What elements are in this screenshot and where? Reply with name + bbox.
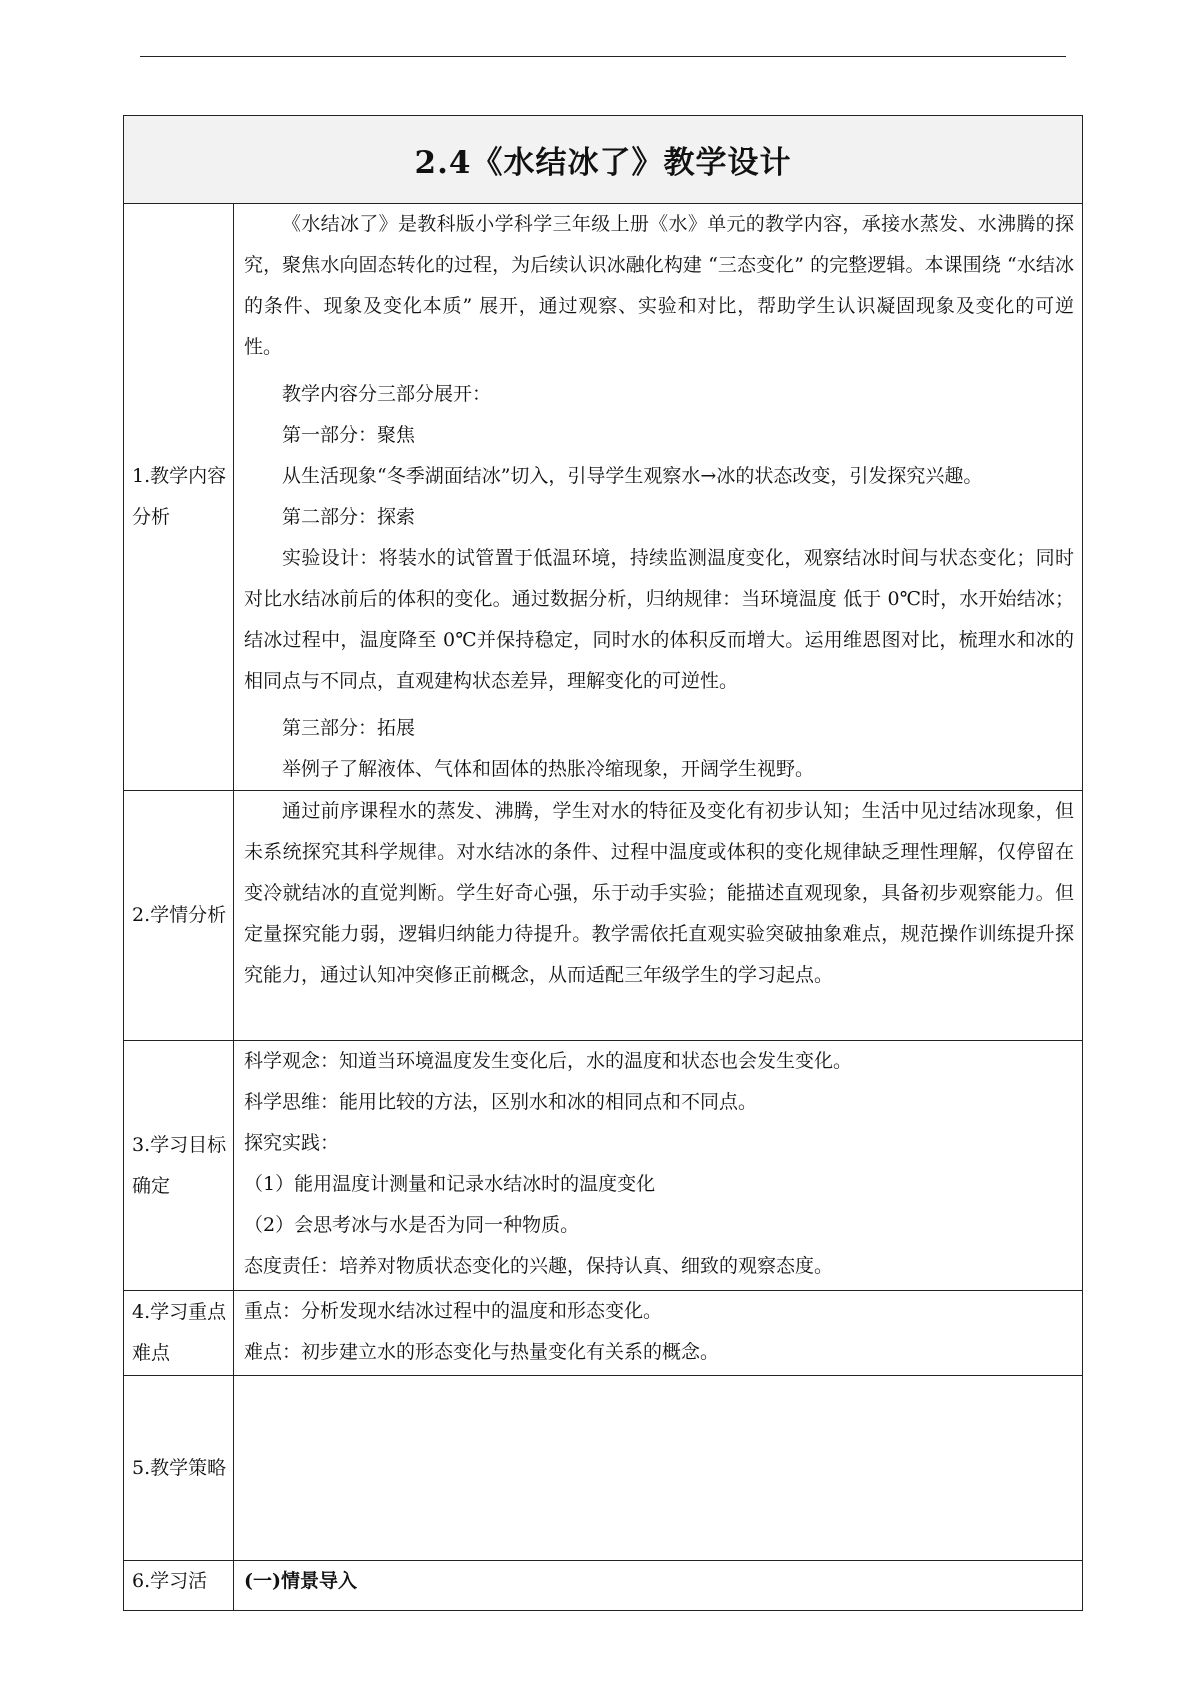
content-analysis-part2-title: 第二部分：探索 [282, 506, 416, 528]
section-learner-analysis [234, 791, 1083, 1041]
key-point-text: 重点：分析发现水结冰过程中的温度和形态变化。 [244, 1300, 663, 1322]
section-row-strategy [124, 1376, 1083, 1561]
objective-line: 科学思维：能用比较的方法，区别水和冰的相同点和不同点。 [244, 1091, 758, 1113]
objective-line: 科学观念：知道当环境温度发生变化后，水的温度和状态也会发生变化。 [244, 1050, 853, 1072]
section-row-learner-analysis [124, 791, 1083, 1041]
content-analysis-part3-text: 举例子了解液体、气体和固体的热胀冷缩现象，开阔学生视野。 [282, 758, 815, 780]
objective-line: 态度责任：培养对物质状态变化的兴趣，保持认真、细致的观察态度。 [244, 1255, 834, 1277]
section-label-content-analysis: 1.教学内容分析 [124, 204, 234, 791]
section-objectives [234, 1041, 1083, 1291]
section-label-objectives: 3.学习目标确定 [124, 1041, 234, 1291]
section-label-activities: 6.学习活 [124, 1561, 234, 1611]
header-rule [140, 56, 1066, 57]
document-title: 2.4《水结冰了》教学设计 [124, 116, 1083, 204]
section-strategy [234, 1376, 1083, 1561]
objective-line: 探究实践： [244, 1132, 340, 1154]
content-analysis-part2-text: 实验设计：将装水的试管置于低温环境，持续监测温度变化，观察结冰时间与状态变化；同时对比水结冰前后的体积的变化。通过数据分析，归纳规律：当环境温度 低于 0℃时，水开始结冰；结冰过程中，温度降至 0℃并保持稳定，同时水的体积反而增大。运用维恩图对比，梳理水和冰的相同点与不同点，直观建构状态差异，理解变化的可逆性。 [244, 547, 1074, 692]
section-key-points [234, 1291, 1083, 1376]
section-content-analysis [234, 204, 1083, 791]
section-label-learner-analysis: 2.学情分析 [124, 791, 234, 1041]
objective-line: （1）能用温度计测量和记录水结冰时的温度变化 [244, 1173, 656, 1195]
content-analysis-parts-intro: 教学内容分三部分展开： [282, 383, 492, 405]
content-analysis-intro: 《水结冰了》是教科版小学科学三年级上册《水》单元的教学内容，承接水蒸发、水沸腾的探究，聚焦水向固态转化的过程，为后续认识冰融化构建 “三态变化” 的完整逻辑。本课围绕 “水结冰的条件、现象及变化本质” 展开，通过观察、实验和对比，帮助学生认识凝固现象及变化的可逆性。 [244, 213, 1074, 358]
difficulty-text: 难点：初步建立水的形态变化与热量变化有关系的概念。 [244, 1341, 720, 1363]
section-label-strategy: 5.教学策略 [124, 1376, 234, 1561]
section-label-key-points: 4.学习重点难点 [124, 1291, 234, 1376]
lesson-design-table [123, 115, 1083, 1611]
title-row [124, 116, 1083, 204]
section-row-content-analysis [124, 204, 1083, 791]
objective-line: （2）会思考冰与水是否为同一种物质。 [244, 1214, 580, 1236]
section-row-objectives [124, 1041, 1083, 1291]
content-analysis-part3-title: 第三部分：拓展 [282, 717, 416, 739]
section-row-key-points [124, 1291, 1083, 1376]
section-row-activities [124, 1561, 1083, 1611]
activity-heading: (一)情景导入 [234, 1561, 1083, 1611]
learner-analysis-text: 通过前序课程水的蒸发、沸腾，学生对水的特征及变化有初步认知；生活中见过结冰现象，但未系统探究其科学规律。对水结冰的条件、过程中温度或体积的变化规律缺乏理性理解，仅停留在变冷就结冰的直觉判断。学生好奇心强，乐于动手实验；能描述直观现象，具备初步观察能力。但定量探究能力弱，逻辑归纳能力待提升。教学需依托直观实验突破抽象难点，规范操作训练提升探究能力，通过认知冲突修正前概念，从而适配三年级学生的学习起点。 [244, 800, 1074, 986]
content-analysis-part1-title: 第一部分：聚焦 [282, 424, 416, 446]
content-analysis-part1-text: 从生活现象“冬季湖面结冰”切入，引导学生观察水→冰的状态改变，引发探究兴趣。 [282, 465, 983, 487]
